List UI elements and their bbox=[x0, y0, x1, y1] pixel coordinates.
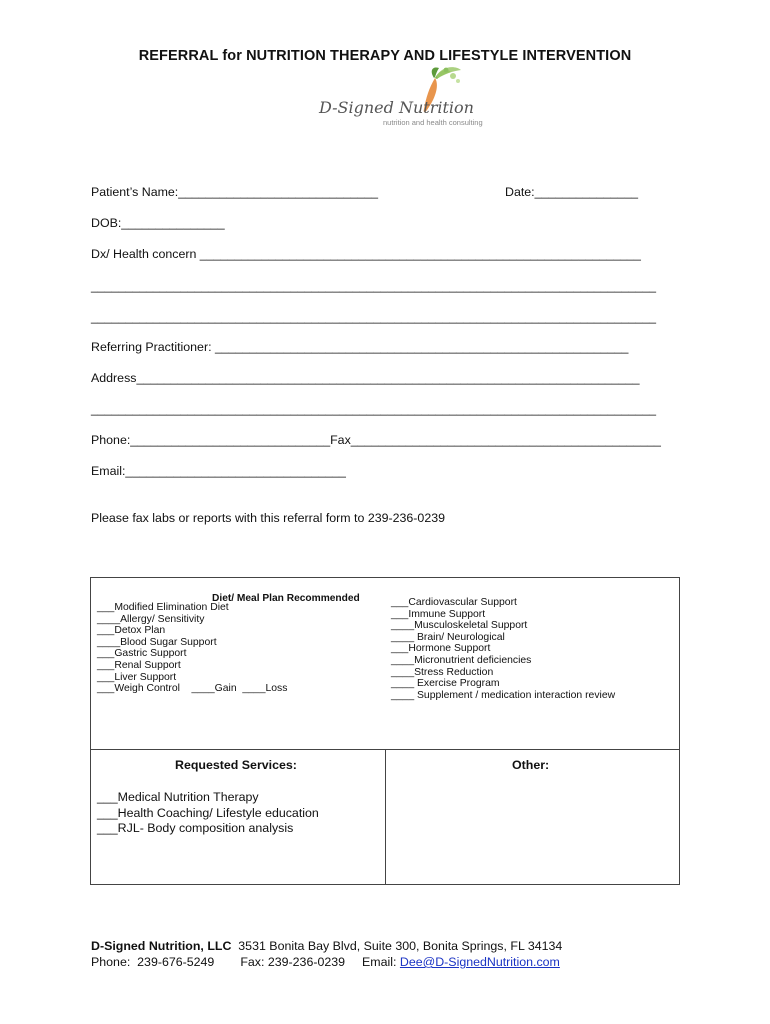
diet-plan-left-list bbox=[97, 602, 287, 695]
footer-contact-line bbox=[91, 955, 560, 969]
plan-option[interactable]: ___Liver Support bbox=[97, 671, 177, 683]
other-heading: Other: bbox=[512, 758, 550, 772]
footer-address-line bbox=[91, 939, 562, 953]
logo-tagline: nutrition and health consulting bbox=[383, 118, 483, 127]
address-field[interactable]: Address_________________________________________________________________________ bbox=[91, 371, 640, 385]
plan-option[interactable]: ____Allergy/ Sensitivity bbox=[97, 613, 205, 625]
plan-option[interactable]: ___Cardiovascular Support bbox=[391, 597, 517, 608]
footer-fax: Fax: 239-236-0239 bbox=[240, 955, 346, 969]
dx-line-3[interactable]: __________________________________________________________________________________ bbox=[91, 310, 657, 324]
footer-address: 3531 Bonita Bay Blvd, Suite 300, Bonita Springs, FL 34134 bbox=[231, 939, 563, 953]
dx-line-2[interactable]: __________________________________________________________________________________ bbox=[91, 279, 657, 293]
service-option[interactable]: ___Health Coaching/ Lifestyle education bbox=[97, 805, 319, 820]
phone-fax-field[interactable]: Phone:_____________________________Fax_____________________________________________ bbox=[91, 433, 661, 447]
plan-option[interactable]: ___Detox Plan bbox=[97, 625, 166, 637]
plan-option[interactable]: ___Modified Elimination Diet bbox=[97, 602, 229, 613]
footer-email-label: Email: bbox=[362, 955, 400, 969]
requested-services-heading: Requested Services: bbox=[175, 758, 297, 772]
plan-option[interactable]: ___Immune Support bbox=[391, 608, 486, 620]
footer-company: D-Signed Nutrition, LLC bbox=[91, 939, 232, 953]
footer-phone: Phone: 239-676-5249 bbox=[91, 955, 215, 969]
plan-option[interactable]: ____Micronutrient deficiencies bbox=[391, 654, 532, 666]
diet-plan-heading: Diet/ Meal Plan Recommended bbox=[212, 593, 360, 604]
plan-option[interactable]: ___Hormone Support bbox=[391, 643, 491, 655]
service-option[interactable]: ___RJL- Body composition analysis bbox=[97, 821, 294, 836]
plan-option[interactable]: ____Musculoskeletal Support bbox=[391, 620, 528, 632]
date-field[interactable]: Date:_______________ bbox=[505, 185, 638, 199]
company-logo bbox=[315, 66, 485, 130]
dob-field[interactable]: DOB:_______________ bbox=[91, 216, 225, 230]
email-field[interactable]: Email:________________________________ bbox=[91, 464, 346, 478]
service-option[interactable]: ___Medical Nutrition Therapy bbox=[97, 790, 259, 804]
plan-option[interactable]: ___Renal Support bbox=[97, 659, 181, 671]
plan-option[interactable]: ____Blood Sugar Support bbox=[97, 636, 217, 648]
footer-email-link[interactable]: Dee@D-SignedNutrition.com bbox=[399, 955, 560, 969]
patient-name-field[interactable]: Patient’s Name:_____________________________ bbox=[91, 185, 379, 199]
plan-option[interactable]: ____ Exercise Program bbox=[391, 678, 500, 690]
fax-instructions: Please fax labs or reports with this referral form to 239-236-0239 bbox=[91, 511, 445, 525]
requested-services-list bbox=[97, 790, 319, 837]
logo-wordmark: D-Signed Nutrition bbox=[319, 98, 474, 117]
dx-field[interactable]: Dx/ Health concern ________________________________________________________________ bbox=[91, 247, 641, 261]
form-title: REFERRAL for NUTRITION THERAPY AND LIFESTYLE INTERVENTION bbox=[138, 48, 632, 64]
diet-plan-right-list bbox=[391, 597, 615, 701]
plan-option[interactable]: ____ Brain/ Neurological bbox=[391, 631, 505, 643]
plan-option[interactable]: ___Weigh Control ____Gain ____Loss bbox=[97, 683, 288, 695]
plan-option[interactable]: ____Stress Reduction bbox=[391, 666, 494, 678]
plan-option[interactable]: ___Gastric Support bbox=[97, 648, 187, 660]
referring-practitioner-field[interactable]: Referring Practitioner: ____________________________________________________________ bbox=[91, 340, 629, 354]
address-line-2[interactable]: __________________________________________________________________________________ bbox=[91, 402, 657, 416]
plan-option[interactable]: ____ Supplement / medication interaction review bbox=[391, 689, 616, 701]
